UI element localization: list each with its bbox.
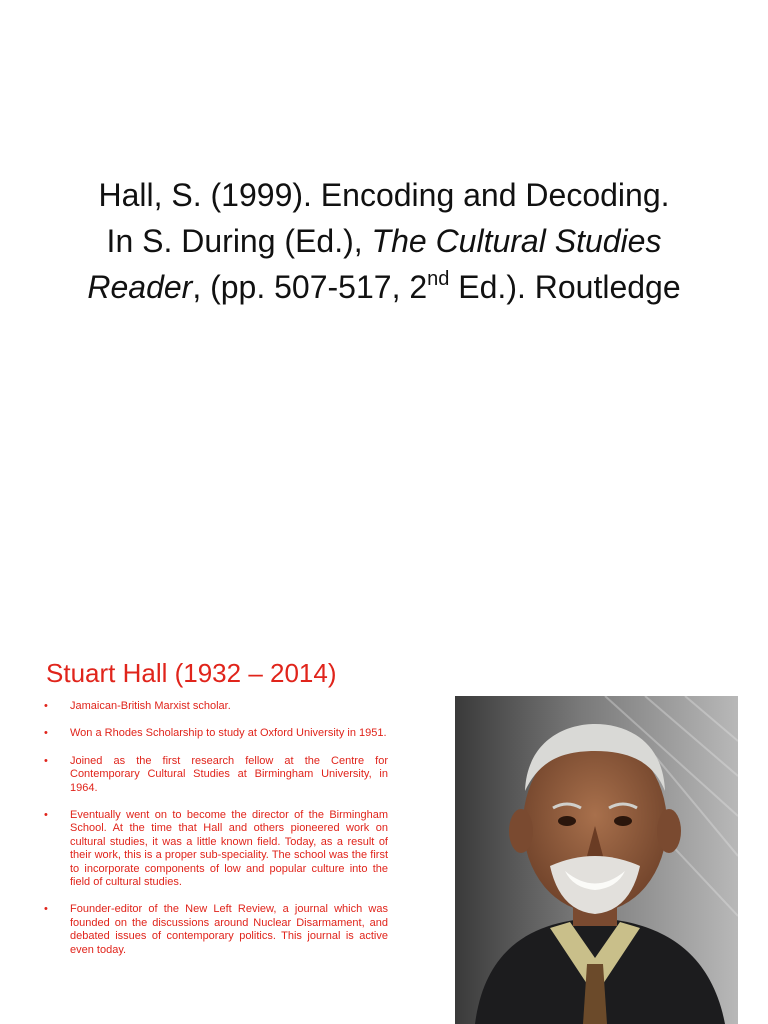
bullet-dot-icon: • — [44, 727, 48, 740]
citation-pages: , (pp. 507-517, 2 — [192, 269, 428, 305]
portrait-photo — [455, 696, 738, 1024]
bullet-item — [42, 727, 388, 740]
bullet-item — [42, 755, 388, 795]
bullet-text: Eventually went on to become the director of the Birmingham School. At the time that Hall and others pioneered work on cultural studies, it was a little known field. Today, as a result of their work, this is a proper sub-speciality. The school was the first to incorporate components of low and popular culture into the field of cultural studies. — [70, 809, 388, 889]
bullet-text: Founder-editor of the New Left Review, a journal which was founded on the discussions around Nuclear Disarmament, and debated issues of contemporary politics. This journal is active even today. — [70, 903, 388, 956]
slide-title: Stuart Hall (1932 – 2014) — [46, 658, 337, 688]
bullet-item — [42, 809, 388, 889]
citation-text — [30, 172, 738, 310]
biography-bullet-list — [42, 700, 388, 971]
bullet-item — [42, 903, 388, 957]
slide-biography — [0, 512, 768, 1024]
bullet-dot-icon: • — [44, 903, 48, 916]
citation-line-3 — [30, 264, 738, 310]
bullet-dot-icon: • — [44, 700, 48, 712]
citation-publisher: Ed.). Routledge — [449, 269, 681, 305]
citation-line-2 — [30, 218, 738, 264]
bullet-text: Joined as the first research fellow at the Centre for Contemporary Cultural Studies at Birmingham University, in 1964. — [70, 754, 388, 794]
bullet-item — [42, 700, 388, 713]
bullet-text: Won a Rhodes Scholarship to study at Oxford University in 1951. — [70, 727, 387, 740]
bullet-dot-icon: • — [44, 754, 48, 767]
citation-line-1: Hall, S. (1999). Encoding and Decoding. — [98, 177, 670, 213]
citation-editor: In S. During (Ed.), — [106, 223, 372, 259]
citation-book-title-part1: The Cultural Studies — [371, 223, 662, 259]
citation-book-title-part2: Reader — [87, 269, 193, 305]
bullet-dot-icon: • — [44, 809, 48, 822]
citation-edition-superscript: nd — [427, 268, 450, 290]
bullet-text: Jamaican-British Marxist scholar. — [70, 700, 231, 712]
